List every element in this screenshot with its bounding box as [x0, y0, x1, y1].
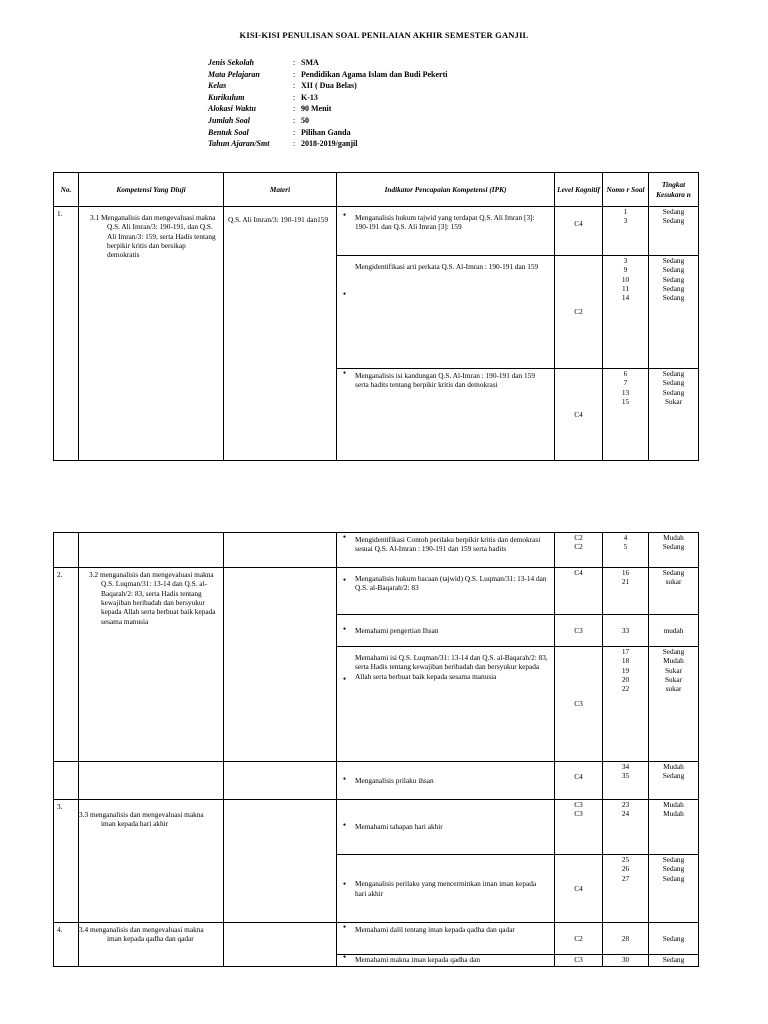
indikator-cell — [337, 923, 555, 955]
nomor-cell — [603, 762, 649, 800]
nomor-value: 17 — [621, 647, 630, 656]
tingkat-list — [649, 369, 698, 406]
nomor-cell — [603, 855, 649, 923]
info-block — [208, 57, 447, 150]
info-row — [208, 103, 447, 115]
indikator-cell — [337, 762, 555, 800]
level-value: C2 — [574, 542, 583, 552]
row-number: 2. — [54, 568, 79, 762]
tingkat-value: Sedang — [662, 378, 685, 388]
tingkat-cell — [649, 800, 699, 855]
info-value: 50 — [301, 115, 309, 125]
bullet-icon: ● — [343, 777, 347, 782]
info-label: Alokasi Waktu — [208, 104, 256, 114]
nomor-cell: 30 — [603, 955, 649, 967]
info-label: Kelas — [208, 81, 227, 91]
nomor-value: 3 — [623, 256, 628, 265]
info-row — [208, 138, 447, 150]
level-value: C2 — [574, 533, 583, 542]
level-list — [555, 800, 602, 819]
indikator-cell — [337, 955, 555, 967]
nomor-value: 24 — [621, 809, 630, 819]
indikator-text: Memahami pengertian Ihsan — [355, 625, 439, 635]
tingkat-value: Mudah — [663, 800, 684, 809]
materi-cell — [224, 800, 337, 923]
tingkat-value: Sedang — [662, 568, 685, 577]
nomor-value: 23 — [621, 800, 630, 809]
tingkat-value: Sedang — [662, 293, 685, 303]
level-cell: C4 — [555, 762, 603, 800]
level-value: C3 — [574, 809, 583, 819]
header-kompetensi: Kompetensi Yang Diuji — [79, 173, 224, 207]
info-row — [208, 57, 447, 69]
tingkat-value: Sedang — [662, 864, 685, 874]
level-cell: C2 — [555, 256, 603, 369]
bullet-icon: ● — [343, 955, 347, 960]
level-cell: C2 — [555, 923, 603, 955]
nomor-value: 15 — [621, 396, 630, 406]
level-list — [555, 533, 602, 552]
tingkat-value: Sedang — [662, 542, 685, 552]
header-no: No. — [54, 173, 79, 207]
bullet-icon: ● — [343, 925, 347, 930]
kompetensi-cell — [79, 533, 224, 568]
nomor-value: 22 — [621, 684, 630, 694]
nomor-value: 19 — [621, 665, 630, 675]
indikator-cell — [337, 855, 555, 923]
nomor-value: 3 — [623, 216, 628, 226]
kisi-table-1 — [53, 172, 699, 461]
kompetensi-cell — [79, 207, 224, 461]
nomor-cell — [603, 256, 649, 369]
row-number: 4. — [54, 923, 79, 967]
nomor-value: 13 — [621, 387, 630, 397]
kompetensi-cell — [79, 762, 224, 800]
tingkat-list — [649, 855, 698, 883]
nomor-value: 21 — [621, 577, 630, 587]
info-label: Kurikulum — [208, 92, 245, 102]
nomor-cell — [603, 533, 649, 568]
level-cell — [555, 533, 603, 568]
nomor-list — [603, 533, 648, 552]
nomor-value: 35 — [621, 771, 630, 781]
kompetensi-text: 3.1 Menganalisis dan mengevaluasi makna Q.S. Ali Imran/3: 190-191, dan Q.S. Ali Imran/3: 159, serta Hadis tentang berpikir kritis dan bersikap demokratis — [90, 213, 216, 260]
indikator-text: Memahami dalil tentang iman kepada qadha dan qadar — [355, 925, 515, 934]
info-label: Bentuk Soal — [208, 127, 249, 137]
kompetensi-cell — [79, 923, 224, 967]
level-value: C3 — [574, 800, 583, 809]
bullet-icon: ● — [343, 627, 347, 632]
tingkat-cell: Sedang — [649, 923, 699, 955]
tingkat-value: Sedang — [662, 855, 685, 864]
nomor-value: 25 — [621, 855, 630, 864]
info-label: Tahun Ajaran/Smt — [208, 139, 270, 149]
table-row — [54, 762, 699, 800]
info-label: Jumlah Soal — [208, 115, 251, 125]
info-colon: : — [293, 127, 296, 137]
materi-cell — [224, 762, 337, 800]
info-value: 90 Menit — [301, 104, 332, 114]
level-cell: C3 — [555, 647, 603, 762]
nomor-cell — [603, 568, 649, 615]
tingkat-value: Mudah — [663, 656, 684, 666]
info-row — [208, 80, 447, 92]
tingkat-cell — [649, 647, 699, 762]
materi-cell: Q.S. Ali Imran/3: 190-191 dan159 — [224, 207, 337, 461]
indikator-text: Menganalisis hukum bacaan (tajwid) Q.S. Luqman/31: 13-14 dan Q.S. al-Baqarah/2: 83 — [355, 574, 547, 593]
row-number: 1. — [54, 207, 79, 461]
nomor-value: 16 — [621, 568, 630, 577]
tingkat-cell — [649, 855, 699, 923]
nomor-value: 1 — [623, 207, 628, 216]
indikator-cell — [337, 369, 555, 461]
tingkat-value: Sedang — [662, 873, 685, 883]
kompetensi-text: 3.2 menganalisis dan mengevaluasi makna Q.S. Luqman/31: 13-14 dan Q.S. al-Baqarah/2: 83, serta Hadis tentang kewajiban beribadah dan bersyukur kepada Allah serta berbuat baik kepada sesama manusia — [89, 570, 216, 626]
tingkat-value: Sukar — [664, 396, 683, 406]
nomor-value: 11 — [621, 283, 630, 293]
nomor-cell — [603, 800, 649, 855]
nomor-list — [603, 256, 648, 303]
nomor-value: 10 — [621, 274, 630, 284]
info-colon: : — [293, 81, 296, 91]
tingkat-value: Sedang — [662, 283, 685, 293]
nomor-cell — [603, 647, 649, 762]
tingkat-list — [649, 533, 698, 552]
nomor-value: 18 — [621, 656, 630, 666]
indikator-cell — [337, 568, 555, 615]
indikator-text: Mengidentifikasi Contoh perilaku berpikir kritis dan demokrasi sesuai Q.S. Al-Imran : 190-191 dan 159 serta hadits — [355, 535, 541, 554]
indikator-text: Memahami makna iman kepada qadha dan — [355, 955, 481, 964]
nomor-list — [603, 855, 648, 883]
tingkat-cell — [649, 533, 699, 568]
tingkat-value: Mudah — [663, 762, 684, 771]
tingkat-value: Sedang — [662, 647, 685, 656]
nomor-value: 34 — [621, 762, 630, 771]
nomor-list — [603, 647, 648, 694]
nomor-list — [603, 568, 648, 587]
tingkat-value: Mudah — [663, 533, 684, 542]
indikator-cell — [337, 533, 555, 568]
info-value: Pendidikan Agama Islam dan Budi Pekerti — [301, 69, 448, 79]
info-label: Jenis Sekolah — [208, 58, 255, 67]
indikator-cell — [337, 256, 555, 369]
tingkat-cell — [649, 207, 699, 256]
indikator-text: Menganalisis hukum tajwid yang terdapat Q.S. Ali Imran [3]: 190-191 dan Q.S. Ali Imran [3]: 159 — [355, 213, 535, 232]
bullet-icon: ● — [343, 823, 347, 828]
nomor-cell — [603, 207, 649, 256]
nomor-cell — [603, 369, 649, 461]
info-colon: : — [293, 58, 296, 67]
row-number: 3. — [54, 800, 79, 923]
materi-cell — [224, 533, 337, 568]
bullet-icon: ● — [343, 535, 347, 540]
level-cell: C3 — [555, 955, 603, 967]
tingkat-value: Sedang — [662, 387, 685, 397]
info-value: 2018-2019/ganjil — [301, 139, 358, 149]
level-cell: C4 — [555, 207, 603, 256]
indikator-text: Menganalisis prilaku ihsan — [355, 775, 434, 785]
bullet-icon: ● — [343, 213, 347, 218]
kisi-table-2 — [53, 532, 699, 967]
level-cell: C4 — [555, 568, 603, 615]
nomor-value: 26 — [621, 864, 630, 874]
header-nomor: Nomo r Soal — [603, 173, 649, 207]
level-cell — [555, 800, 603, 855]
tingkat-value: Sedang — [662, 274, 685, 284]
tingkat-list — [649, 800, 698, 819]
nomor-value: 5 — [623, 542, 628, 552]
nomor-list — [603, 207, 648, 226]
nomor-value: 6 — [623, 369, 628, 378]
nomor-value: 9 — [623, 265, 628, 275]
nomor-value: 14 — [621, 293, 630, 303]
tingkat-value: Sedang — [662, 256, 685, 265]
level-cell: C3 — [555, 615, 603, 647]
tingkat-value: Mudah — [663, 809, 684, 819]
tingkat-list — [649, 647, 698, 694]
table-row — [54, 568, 699, 615]
table-row — [54, 800, 699, 855]
info-row — [208, 115, 447, 127]
tingkat-cell — [649, 568, 699, 615]
info-row — [208, 69, 447, 81]
indikator-text: Menganalisis isi kandungan Q.S. Al-Imran : 190-191 dan 159 serta hadits tentang berpikir kritis dan demokrasi — [355, 371, 535, 390]
info-colon: : — [293, 104, 296, 114]
tingkat-cell — [649, 256, 699, 369]
row-number — [54, 762, 79, 800]
tingkat-value: sukar — [665, 577, 682, 587]
level-cell: C4 — [555, 855, 603, 923]
nomor-cell: 33 — [603, 615, 649, 647]
indikator-text: Memahami tahapan hari akhir — [355, 822, 443, 832]
nomor-value: 4 — [623, 533, 628, 542]
nomor-list — [603, 762, 648, 781]
indikator-text: Menganalisis perilaku yang mencerminkan iman iman kepada hari akhir — [355, 879, 537, 898]
kompetensi-cell — [79, 568, 224, 762]
info-colon: : — [293, 115, 296, 125]
indikator-text: Memahami isi Q.S. Luqman/31: 13-14 dan Q.S. al-Baqarah/2: 83, serta Hadis tentang kewajiban beribadah dan bersyukur kepada Allah serta berbuat baik kepada sesama manusia — [355, 653, 548, 681]
tingkat-list — [649, 256, 698, 303]
indikator-cell — [337, 207, 555, 256]
bullet-icon: ● — [343, 677, 347, 682]
bullet-icon: ● — [343, 882, 347, 887]
info-row — [208, 127, 447, 139]
nomor-cell: 28 — [603, 923, 649, 955]
table-header-row — [54, 173, 699, 207]
header-materi: Materi — [224, 173, 337, 207]
bullet-icon: ● — [343, 578, 347, 583]
nomor-value: 7 — [623, 378, 628, 388]
indikator-cell — [337, 800, 555, 855]
info-colon: : — [293, 69, 296, 79]
kompetensi-text: 3.3 menganalisis dan mengevaluasi makna iman kepada hari akhir — [79, 810, 204, 829]
materi-cell — [224, 923, 337, 967]
table-row — [54, 207, 699, 256]
tingkat-cell: Sedang — [649, 955, 699, 967]
tingkat-value: Sedang — [662, 369, 685, 378]
header-indikator: Indikator Pencapaian Kompetensi (IPK) — [337, 173, 555, 207]
tingkat-value: Sedang — [662, 207, 685, 216]
indikator-cell — [337, 647, 555, 762]
indikator-cell — [337, 615, 555, 647]
tingkat-list — [649, 568, 698, 587]
page-title: KISI-KISI PENULISAN SOAL PENILAIAN AKHIR SEMESTER GANJIL — [239, 30, 529, 40]
tingkat-list — [649, 762, 698, 781]
tingkat-cell — [649, 369, 699, 461]
kompetensi-text: 3.4 menganalisis dan mengevaluasi makna iman kepada qadha dan qadar — [79, 925, 204, 944]
info-value: XII ( Dua Belas) — [301, 81, 357, 91]
info-colon: : — [293, 92, 296, 102]
materi-cell — [224, 568, 337, 762]
bullet-icon: ● — [343, 371, 347, 376]
info-value: SMA — [301, 58, 319, 67]
indikator-text: Mengidentifikasi arti perkata Q.S. Al-Imran : 190-191 dan 159 — [355, 262, 539, 271]
tingkat-value: Sukar — [664, 674, 683, 684]
header-level: Level Kognitif — [555, 173, 603, 207]
header-tingkat: Tingkat Kesukara n — [649, 173, 699, 207]
bullet-icon: ● — [343, 292, 347, 297]
table-row — [54, 533, 699, 568]
tingkat-value: Sedang — [662, 771, 685, 781]
nomor-value: 20 — [621, 674, 630, 684]
kompetensi-cell — [79, 800, 224, 923]
tingkat-list — [649, 207, 698, 226]
nomor-value: 27 — [621, 873, 630, 883]
info-colon: : — [293, 139, 296, 149]
tingkat-cell: mudah — [649, 615, 699, 647]
tingkat-cell — [649, 762, 699, 800]
nomor-list — [603, 369, 648, 406]
tingkat-value: Sedang — [662, 265, 685, 275]
nomor-list — [603, 800, 648, 819]
info-label: Mata Pelajaran — [208, 69, 260, 79]
table-row — [54, 923, 699, 955]
info-value: Pilihan Ganda — [301, 127, 351, 137]
tingkat-value: Sukar — [664, 665, 683, 675]
info-value: K-13 — [301, 92, 318, 102]
tingkat-value: Sedang — [662, 216, 685, 226]
info-row — [208, 92, 447, 104]
row-number — [54, 533, 79, 568]
level-cell: C4 — [555, 369, 603, 461]
tingkat-value: sukar — [665, 684, 682, 694]
